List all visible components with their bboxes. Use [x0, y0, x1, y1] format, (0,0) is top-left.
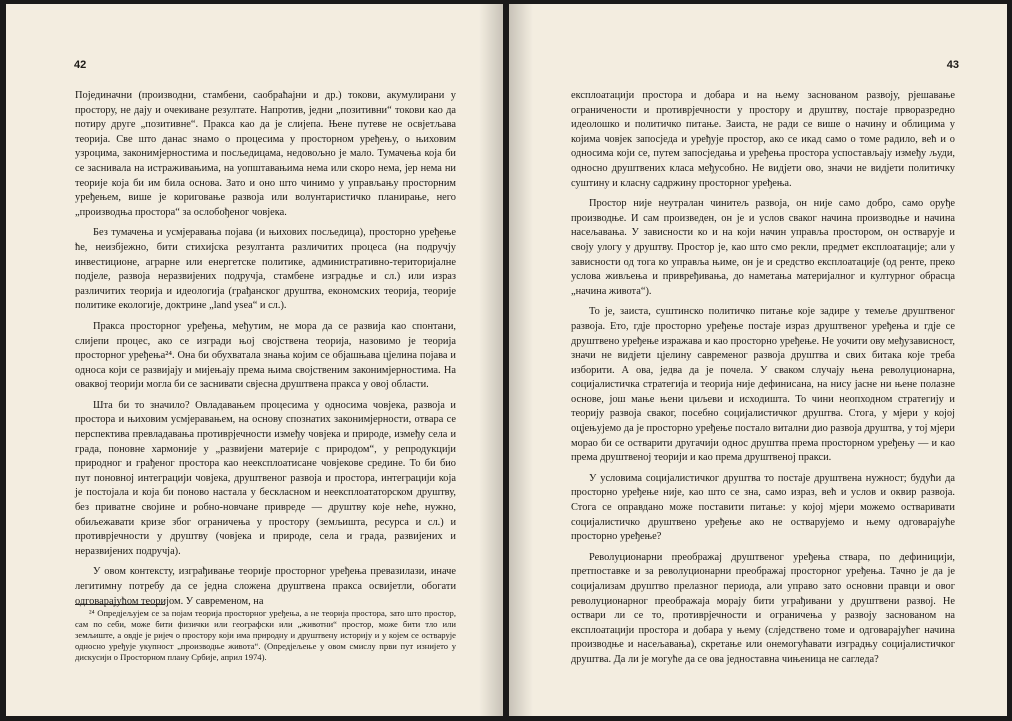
paragraph: У условима социјалистичког друштва то постаје друштвена нужност; будући да просторно уређење није, као што се зна, само израз, већ и услов и оквир развоја. Стога се оправдано може поставити питање: у којој мјери можемо остваривати социјалистичко друштвено уређење ако не остварујемо и њему одговарајуће просторно уређење?: [571, 472, 955, 543]
page-number: 43: [946, 59, 959, 71]
page-body: [571, 89, 955, 674]
page-number: 42: [74, 59, 87, 71]
paragraph: Без тумачења и усмјеравања појава (и њихових посљедица), просторно уређење ће, неизбјежно, бити стихијска резултанта различитих процеса (на подручју инвестиционе, аграрне или енергетске политике, административно-територијалне подјеле, развоја неразвијених подручја, стамбене изградње и сл.) или израз различитих теорија и идеологија (грађанског друштва, економских теорија, теорије политике екологије, доктрине „land ysea“ и сл.).: [75, 227, 456, 312]
left-page: [6, 4, 503, 716]
paragraph: Појединачни (производни, стамбени, саобраћајни и др.) токови, акумулирани у простору, не дају и очекиване резултате. Напротив, једни „позитивни“ токови као да потиру друге „позитивне“. Пракса као да је слијепа. Њене путеве не освјетљава теорија. Све што данас знамо о процесима у просторном уређењу, о њиховим узроцима, законимјерностима и посљедицама, недовољно је мало. Тумачења која би се заснивала на истраживањима, на уопштавањима нема или скоро нема, јер нема ни теорије која би им била основа. Зато и оно што чинимо у управљању просторним уређењем, више је кориговање развоја или волунтаристичко планирање, него „производња простора“ за ослобођеног човјека.: [75, 90, 456, 218]
paragraph: Простор није неутралан чинитељ развоја, он није само добро, само оруђе производње. И сам произведен, он је и услов сваког начина производње и начина насељавања. У зависности ко и на који начин управља простором, он остварује и своју улогу у друштву. Простор је, као што смо рекли, предмет експлоатације; али у зависности од тога ко управља њиме, он је и средство експлоатације (од ренте, преко услова живљења и привређивања, до наметања материјалног и културног обрасца „начина живота“).: [571, 198, 955, 297]
paragraph: У овом контексту, изграђивање теорије просторног уређења превазилази, иначе легитимну потребу да се једна сложена друштвена пракса освијетли, обогати одговарајућом теоријом. У савременом, на: [75, 566, 456, 607]
paragraph: експлоатацији простора и добара и на њему заснованом развоју, рјешавање ограничености и противрјечности у простору и друштву, постаје прворазредно идеолошко и политичко питање. Заиста, не ради се више о начину и облицима у којима човјек запосједа и уређује простор, ако се икад само о томе радило, већ и о односима који се, путем запосједања и уређења простора успостављају између људи, односно друштвених класа међусобно. Не видјети ово, значи не видјети политичку суштину и класну садржину просторног уређења.: [571, 90, 955, 189]
gutter-shadow: [509, 4, 533, 716]
page-body: [75, 89, 456, 615]
paragraph: Револуционарни преображај друштвеног уређења ствара, по дефиницији, претпоставке и за револуционарни преображај просторног уређења. Тачно је да је социјализам друштво прелазног периода, али управо зато основни правци и овог револуционарног преображаја морају бити уграђивани у друштвени развој. Не оствари ли се то, противрјечности и ограничења у развоју заснованом на експлоатацији простора и добара у њему (слједствено томе и одговарајућег начина производње и насељавања), скретање или онемогућавати изградњу социјалистичког друштва. Да ли је могуће да се ова једноставна чињеница не сагледа?: [571, 551, 955, 665]
gutter-shadow: [479, 4, 503, 716]
footnote: ²⁴ Опредјељујем се за појам теорија просторног уређења, а не теорија простора, зато што простор, сам по себи, може бити физички или географски или „животни“ простор, може бити тло или земљиште, а овдје је ријеч о простору који има природну и друштвену историју и у којем се остварује односно уређује укупност „производње живота“. (Опредјељење у овом смислу први пут изнијето у дискусији о Просторном плану Србије, април 1974).: [75, 608, 456, 662]
paragraph: То је, заиста, суштинско политичко питање које задире у темеље друштвеног развоја. Ето, гдје просторно уређење постаје израз друштвеног уређења и гдје се друштвено уређење изражава и као просторно уређење. Не уочити ову међузависност, значи не видјети цјелину савременог развоја друштва и свих битака које треба изборити. А ова, једва да је почела. У сваком случају њена револуционарна, социјалистичка стратегија и теорија није дефинисана, на нису јасне ни њене полазне основе, још мање њени циљеви и исходишта. То чини неопходном стратегију и теорију развоја сваког, посебно социјалистичког друштва. Стога, у мјери у којој оцјењујемо да је просторно уређење постало витални дио развоја друштва, у тој мјери морао би се остварити другачији однос друштва према просторном уређењу — и као према друштвеној теорији и као према друштвеној пракси.: [571, 306, 955, 464]
footnote-rule: [75, 604, 165, 605]
paragraph: Шта би то значило? Овладавањем процесима у односима човјека, развоја и простора и њиховим усмјеравањем, на основу спознатих законимјерности, отвара се перспектива превладавања противрјечности између човјека и природе, између села и града, поновне хармоније у „развијени материје с природом“, у репродукцији природног и грађеног простора као неексплоатисане човјекове средине. То би био пут поновној интеграцији човјека, друштвеног развоја и простора, интеграцији која је постојала и која би поново настала у бескласном и неексплоататорском друштву, без приватне својине и робно-новчане привреде — друштву које неће, нужно, обиљежавати кризе због ограничења у простору (земљишта, ресурса и сл.) и противрјечности у друштву (човјека и природе, села и града, развијених и неразвијених подручја).: [75, 399, 456, 557]
paragraph: Пракса просторног уређења, међутим, не мора да се развија као спонтани, слијепи процес, ако се изгради њој својствена теорија, назовимо је теорија просторног уређења²⁴. Она би обухватала знања којим се објашњава цјелина појава и односа који се развијају и мијењају према њима својственим законимјерностима. На оваквој теорији могла би се заснивати свјесна друштвена пракса у овој области.: [75, 320, 456, 391]
right-page: [509, 4, 1007, 716]
